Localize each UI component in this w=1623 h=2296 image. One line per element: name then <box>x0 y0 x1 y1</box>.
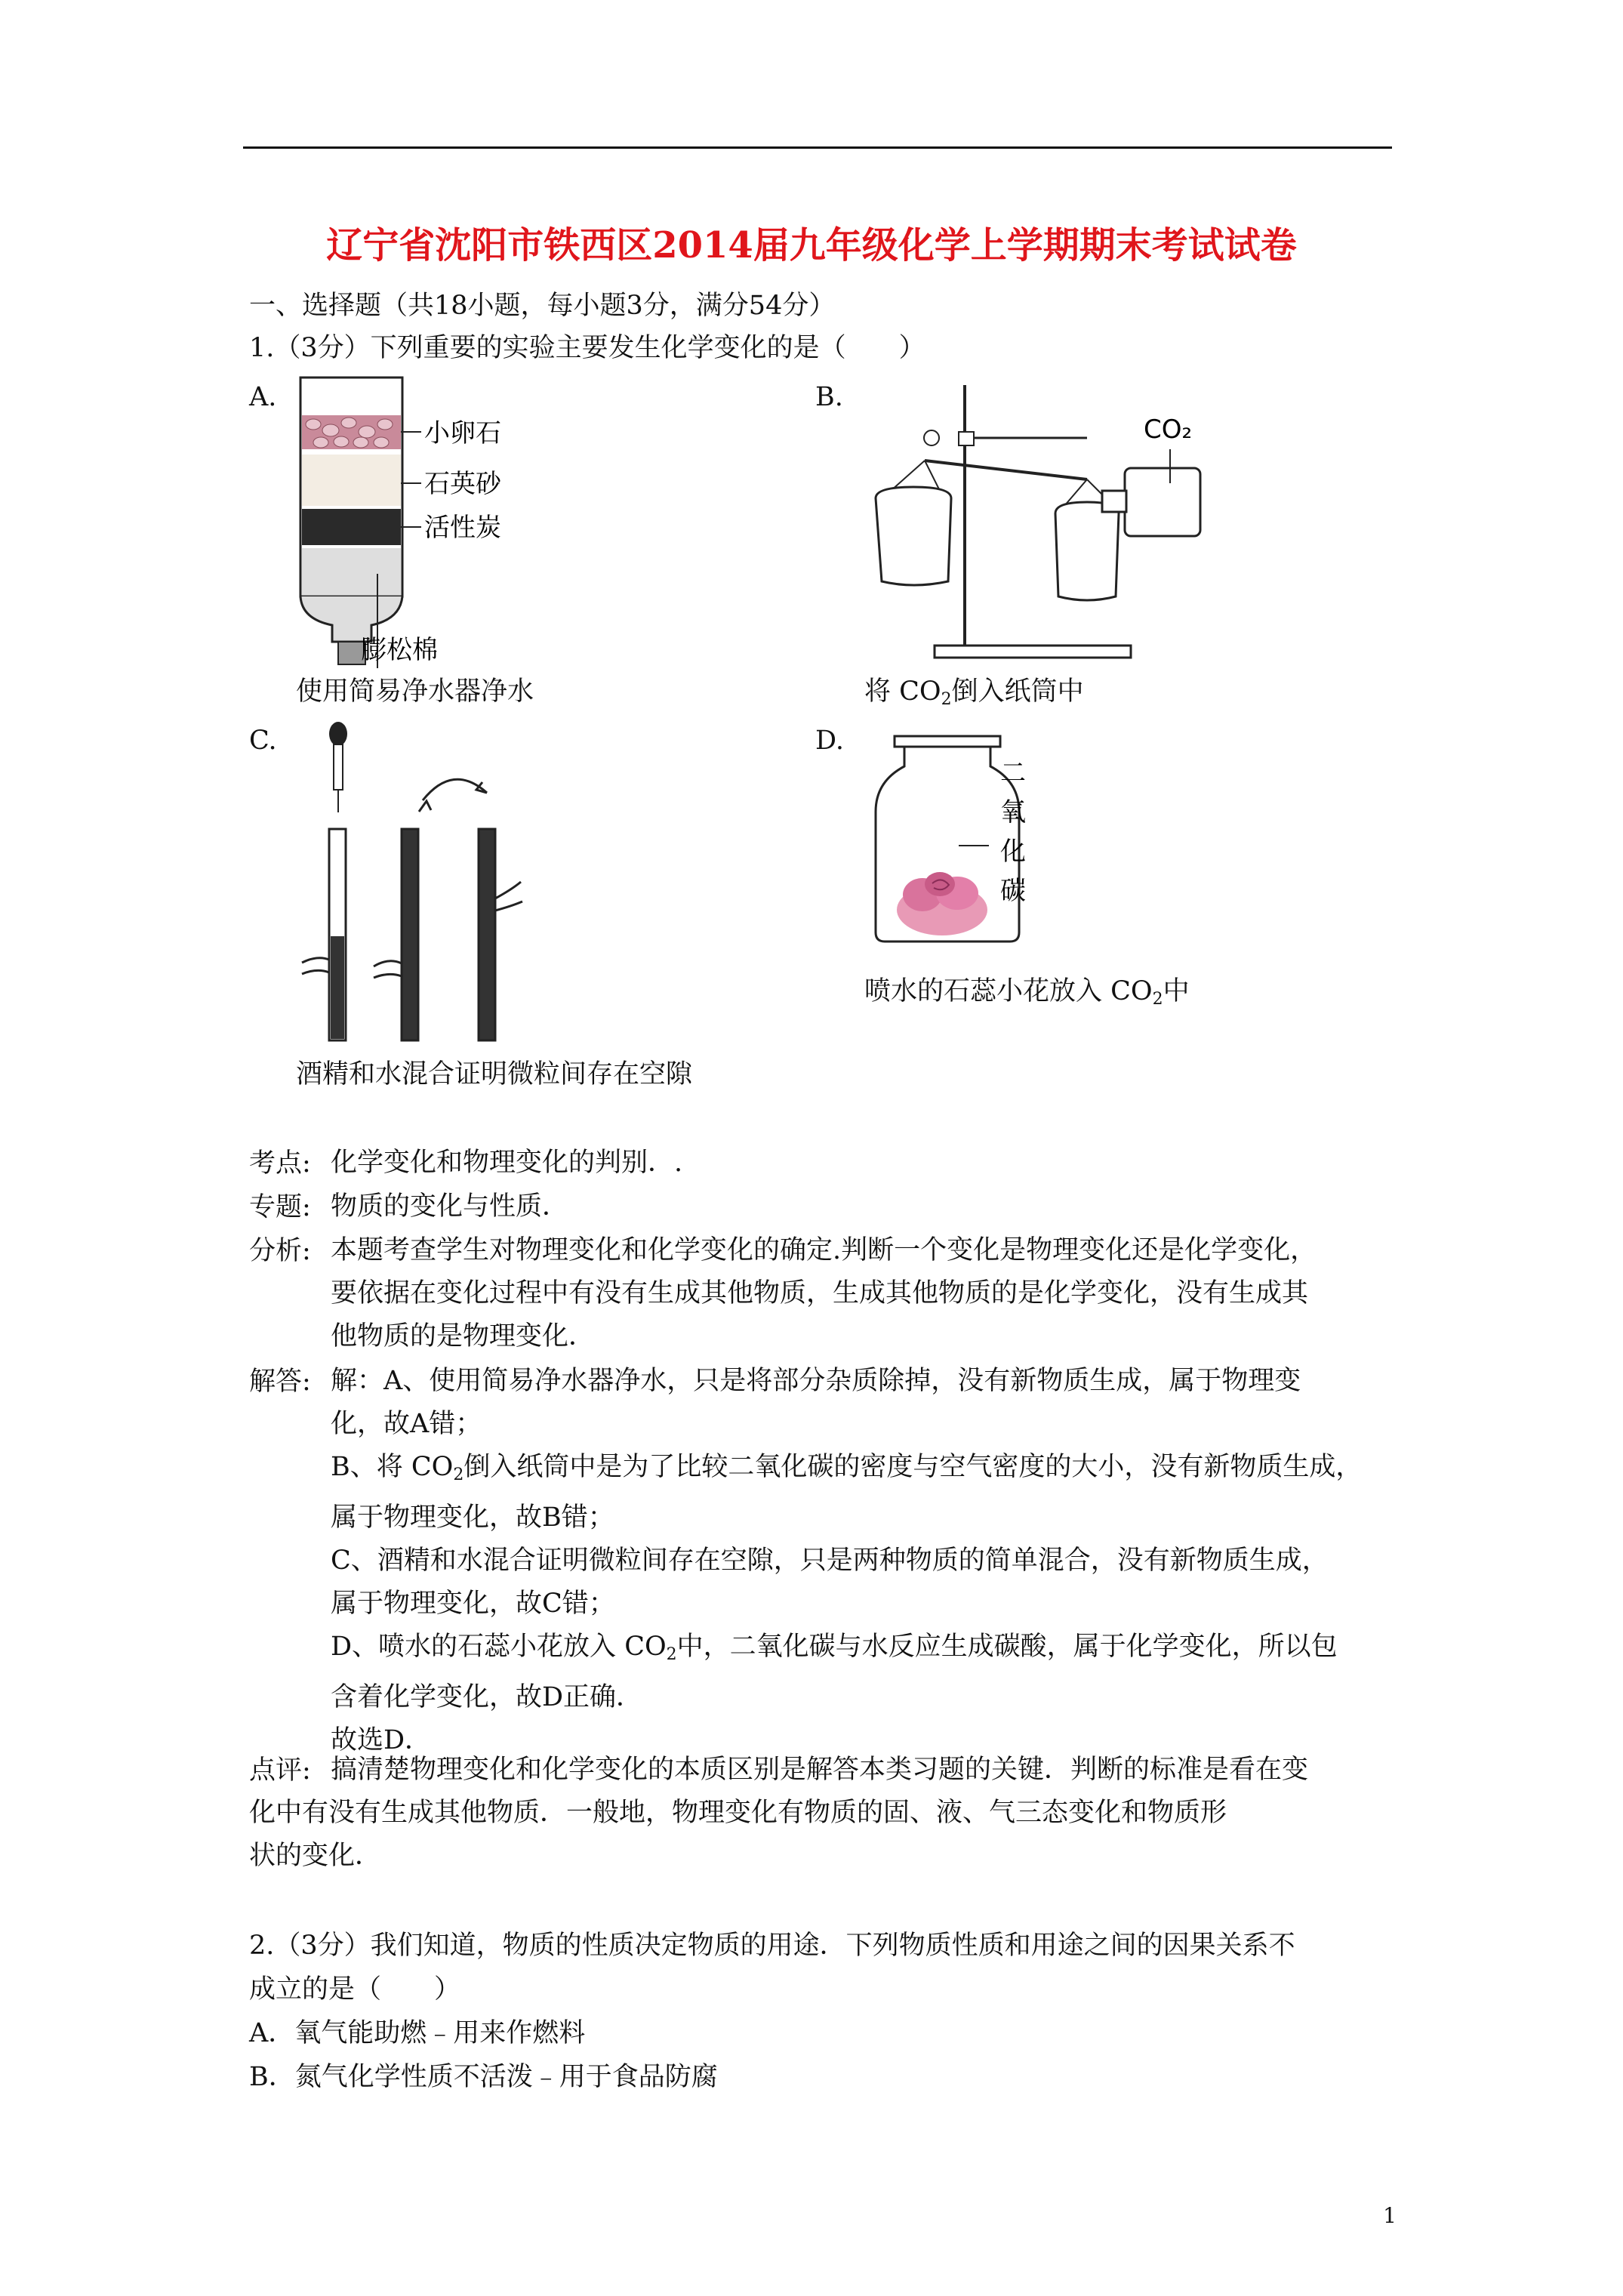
rose-flower <box>897 872 987 935</box>
option-d-letter: D. <box>815 726 844 756</box>
right-paper-cup <box>1055 502 1119 600</box>
dianping-label: 点评: <box>249 1755 311 1786</box>
option-b-caption: 将 $CO_2$倒入纸筒中 <box>864 676 1084 709</box>
sand-layer <box>302 455 401 506</box>
question-2-stem-line2: 成立的是（ ） <box>249 1974 461 2005</box>
option-a-caption: 使用简易净水器净水 <box>296 676 534 707</box>
jar-lid <box>895 736 1000 747</box>
dianping-text: 搞清楚物理变化和化学变化的本质区别是解答本类习题的关键．判断的标准是看在变 化中有没有生成其他物质．一般地，物理变化有物质的固、液、气三态变化和物质形 状的变化． <box>249 1755 1309 1871</box>
option-d-caption: 喷水的石蕊小花放入 $CO_2$中 <box>864 976 1190 1009</box>
zhuanti-label: 专题: <box>249 1192 311 1222</box>
fenxi-text: 本题考查学生对物理变化和化学变化的确定.判断一个变化是物理变化还是化学变化， 要依据在变化过程中有没有生成其他物质，生成其他物质的是化学变化，没有生成其 他物质的是物理变化． <box>331 1235 1317 1351</box>
left-paper-cup <box>876 487 951 585</box>
charcoal-layer <box>302 509 401 545</box>
jieda-label: 解答: <box>249 1367 311 1397</box>
option-c-caption: 酒精和水混合证明微粒间存在空隙 <box>296 1059 693 1089</box>
jar-label-char-2: 氧 <box>1000 797 1026 827</box>
stand-base <box>935 646 1131 658</box>
question-1-stem: 1.（3分）下列重要的实验主要发生化学变化的是（ ） <box>249 333 925 363</box>
co2-pouring-figure <box>853 378 1230 664</box>
alcohol-water-mixing-figure <box>287 717 574 1049</box>
document-title: 辽宁省沈阳市铁西区2014届九年级化学上学期期末考试试卷 <box>326 224 1297 267</box>
jar-label-char-4: 碳 <box>1000 876 1026 906</box>
label-quartz-sand: 石英砂 <box>424 469 501 499</box>
question-2-option-b: B．氮气化学性质不活泼﹣用于食品防腐 <box>249 2062 718 2092</box>
header-rule <box>243 146 1392 149</box>
balance-beam <box>925 461 1087 479</box>
fenxi-label: 分析: <box>249 1236 311 1266</box>
water-purifier-figure <box>287 370 544 687</box>
hand-right <box>495 882 522 911</box>
option-b-letter: B. <box>815 382 843 412</box>
jar-label-char-1: 二 <box>1000 758 1026 788</box>
jieda-text: 解：A、使用简易净水器净水，只是将部分杂质除掉，没有新物质生成，属于物理变 化，故A错； B、将 $CO_2$倒入纸筒中是为了比较二氧化碳的密度与空气密度的大小，没有新物质生成， 属于物理变化，故B错； C、酒精和水混合证明微粒间存在空隙，只是两种物质的简单混合，没有新物质生成， 属于物理变化，故C错； D、喷水的石蕊小花放入 $CO_2$中，二氧化碳与水反应生成碳酸，属于化学变化，所以包 含着化学变化，故D正确． 故选D． <box>331 1366 1363 1755</box>
label-cotton: 膨松棉 <box>361 635 438 665</box>
tube-right <box>479 829 495 1040</box>
co2-bottle <box>1125 468 1200 536</box>
dropper-bulb <box>329 722 347 746</box>
cotton-layer <box>302 548 401 595</box>
kaodian-text: 化学变化和物理变化的判别．. <box>331 1148 683 1178</box>
page-number: 1 <box>1383 2203 1397 2228</box>
section-heading: 一、选择题（共18小题，每小题3分，满分54分） <box>249 291 836 321</box>
label-activated-carbon: 活性炭 <box>424 513 501 543</box>
hand-middle <box>374 961 402 978</box>
kaodian-label: 考点: <box>249 1148 311 1179</box>
co2-label: CO₂ <box>1144 415 1193 445</box>
question-2-stem-line1: 2.（3分）我们知道，物质的性质决定物质的用途．下列物质性质和用途之间的因果关系不 <box>249 1931 1295 1961</box>
zhuanti-text: 物质的变化与性质． <box>331 1191 569 1222</box>
option-a-letter: A. <box>249 382 277 412</box>
label-pebbles: 小卵石 <box>424 418 501 448</box>
litmus-flower-jar-figure <box>861 729 1087 955</box>
question-2-option-a: A．氧气能助燃﹣用来作燃料 <box>249 2018 586 2048</box>
hand-left <box>302 958 329 974</box>
tube-middle <box>402 829 418 1040</box>
jar-label-char-3: 化 <box>1000 837 1026 867</box>
option-c-letter: C. <box>249 726 277 756</box>
